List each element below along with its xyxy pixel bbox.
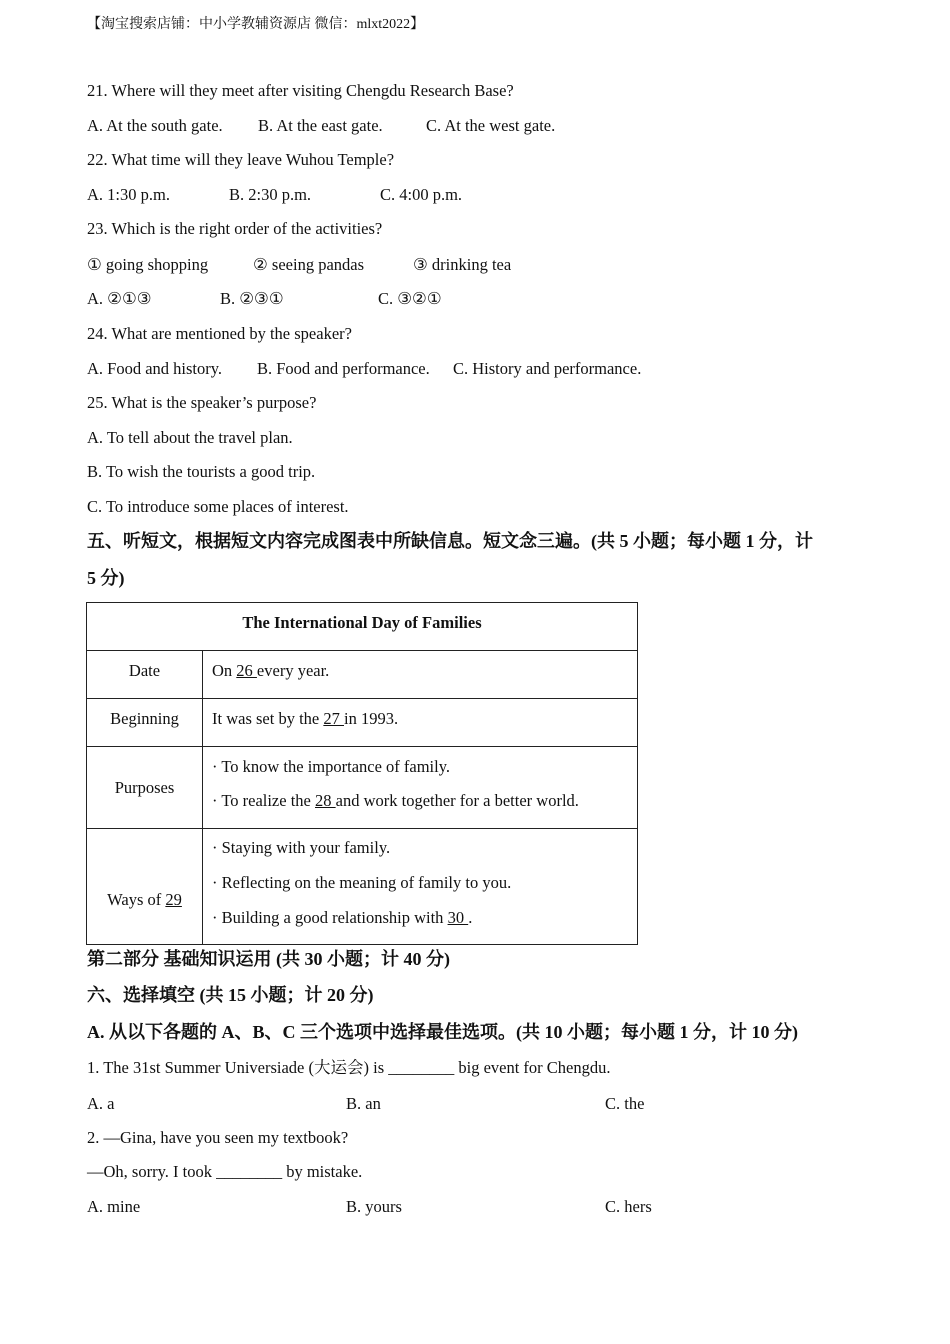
option-c: C. hers xyxy=(605,1197,652,1216)
way-1: · Staying with your family. xyxy=(212,838,391,857)
question-25: 25. What is the speaker’s purpose? xyxy=(87,393,317,412)
blank-26[interactable]: 26 xyxy=(236,661,257,680)
way-3: · Building a good relationship with 30 . xyxy=(212,908,473,927)
question-22: 22. What time will they leave Wuhou Temple? xyxy=(87,150,395,169)
families-table xyxy=(86,602,638,945)
activity-2: ② seeing pandas xyxy=(253,255,365,274)
option-b: B. At the east gate. xyxy=(258,116,383,135)
option-b: B. an xyxy=(346,1094,381,1113)
page-header: 【淘宝搜索店铺：中小学教辅资源店 微信：mlxt2022】 xyxy=(87,17,425,32)
option-b: B. ②③① xyxy=(220,289,284,308)
option-c: C. the xyxy=(605,1094,645,1113)
option-c: C. To introduce some places of interest. xyxy=(87,497,349,516)
option-b: B. To wish the tourists a good trip. xyxy=(87,462,316,481)
purposes-label: Purposes xyxy=(87,747,203,829)
date-label: Date xyxy=(87,651,203,699)
blank-30[interactable]: 30 xyxy=(447,908,469,927)
blank-29[interactable]: 29 xyxy=(165,890,182,909)
question-21: 21. Where will they meet after visiting Chengdu Research Base? xyxy=(87,81,514,100)
question-23: 23. Which is the right order of the activities? xyxy=(87,219,383,238)
date-cell: On 26 every year. xyxy=(203,651,638,699)
ways-label: Ways of 29 xyxy=(87,829,203,945)
activity-3: ③ drinking tea xyxy=(413,255,512,274)
option-a: A. To tell about the travel plan. xyxy=(87,428,293,447)
option-a: A. a xyxy=(87,1094,115,1113)
blank-27[interactable]: 27 xyxy=(323,709,344,728)
section-5-heading-cont: 5 分) xyxy=(87,568,125,588)
option-c: C. At the west gate. xyxy=(426,116,556,135)
option-a: A. mine xyxy=(87,1197,141,1216)
option-b: B. Food and performance. xyxy=(257,359,430,378)
question-24: 24. What are mentioned by the speaker? xyxy=(87,324,352,343)
option-c: C. History and performance. xyxy=(453,359,642,378)
table-title: The International Day of Families xyxy=(87,603,638,651)
option-a: A. 1:30 p.m. xyxy=(87,185,170,204)
purpose-1: · To know the importance of family. xyxy=(212,757,451,776)
option-a: A. At the south gate. xyxy=(87,116,223,135)
beginning-label: Beginning xyxy=(87,699,203,747)
option-b: B. yours xyxy=(346,1197,402,1216)
mc-question-1: 1. The 31st Summer Universiade (大运会) is ________ big event for Chengdu. xyxy=(87,1058,611,1077)
section-6-heading: 六、选择填空 (共 15 小题；计 20 分) xyxy=(87,985,374,1005)
activity-1: ① going shopping xyxy=(87,255,209,274)
option-b: B. 2:30 p.m. xyxy=(229,185,312,204)
option-c: C. 4:00 p.m. xyxy=(380,185,463,204)
section-a-heading: A. 从以下各题的 A、B、C 三个选项中选择最佳选项。(共 10 小题；每小题 1 分，计 10 分) xyxy=(87,1022,798,1042)
purposes-cell xyxy=(203,747,638,829)
blank-28[interactable]: 28 xyxy=(315,791,336,810)
option-a: A. Food and history. xyxy=(87,359,223,378)
option-a: A. ②①③ xyxy=(87,289,152,308)
purpose-2: · To realize the 28 and work together for a better world. xyxy=(212,791,579,810)
mc-question-2: 2. —Gina, have you seen my textbook? xyxy=(87,1128,349,1147)
way-2: · Reflecting on the meaning of family to you. xyxy=(212,873,512,892)
ways-cell xyxy=(203,829,638,945)
section-5-heading: 五、听短文，根据短文内容完成图表中所缺信息。短文念三遍。(共 5 小题；每小题 1 分，计 xyxy=(87,531,813,551)
beginning-cell: It was set by the 27 in 1993. xyxy=(203,699,638,747)
mc-question-2-reply: —Oh, sorry. I took ________ by mistake. xyxy=(87,1162,363,1181)
part-2-heading: 第二部分 基础知识运用 (共 30 小题；计 40 分) xyxy=(87,949,450,969)
option-c: C. ③②① xyxy=(378,289,442,308)
